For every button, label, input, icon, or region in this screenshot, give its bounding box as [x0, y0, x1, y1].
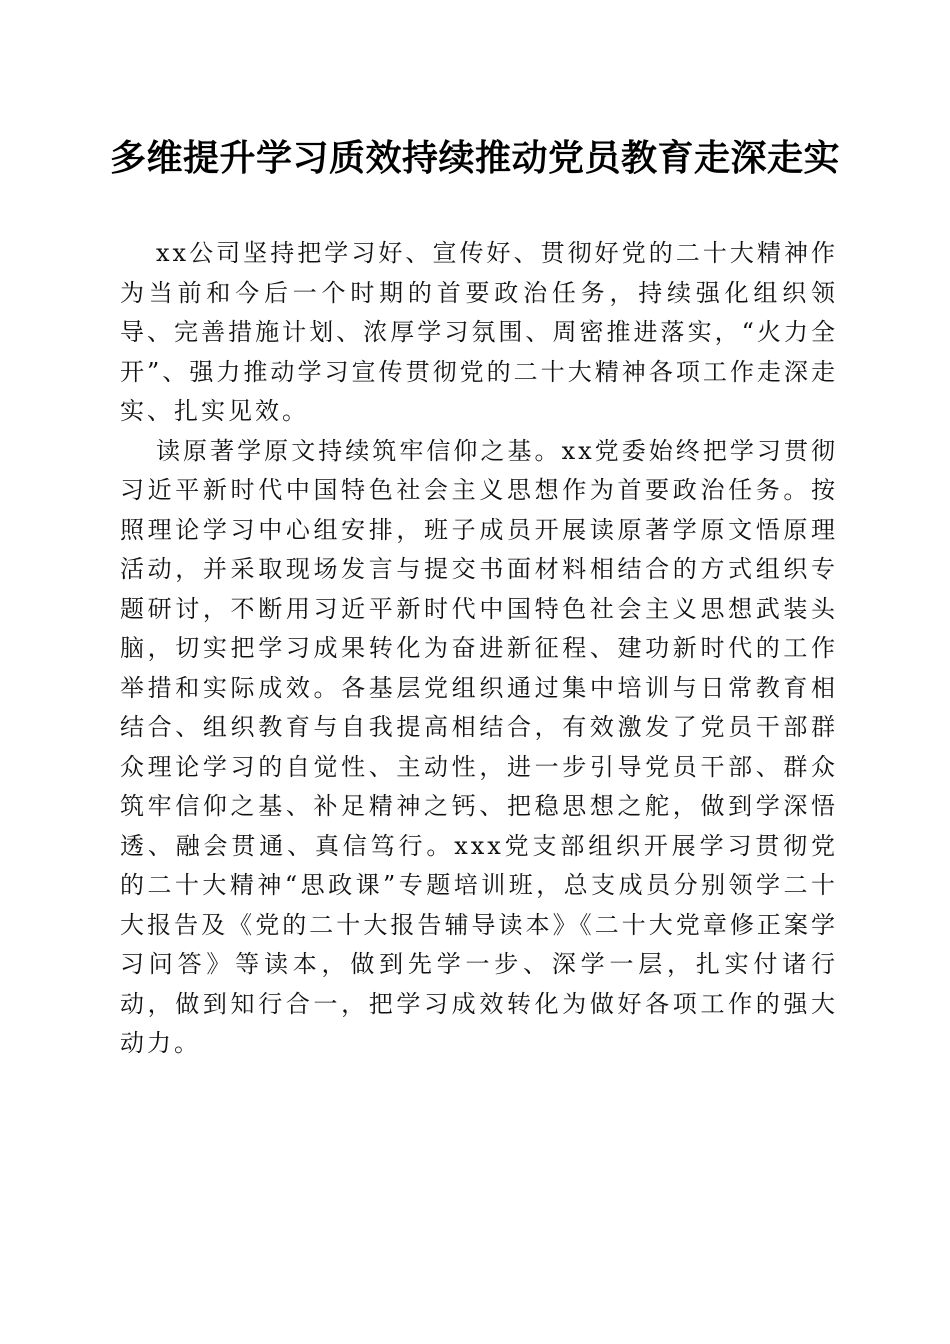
paragraph-intro: xx公司坚持把学习好、宣传好、贯彻好党的二十大精神作为当前和今后一个时期的首要政治任务，持续强化组织领导、完善措施计划、浓厚学习氛围、周密推进落实，“火力全开”、强力推动学习宣传贯彻党的二十大精神各项工作走深走实、扎实见效。 [120, 239, 838, 425]
document-body [120, 234, 838, 1064]
document-title: 多维提升学习质效持续推动党员教育走深走实 [109, 137, 840, 179]
paragraph-study-original: 读原著学原文持续筑牢信仰之基。xx党委始终把学习贯彻习近平新时代中国特色社会主义思想作为首要政治任务。按照理论学习中心组安排，班子成员开展读原著学原文悟原理活动，并采取现场发言与提交书面材料相结合的方式组织专题研讨，不断用习近平新时代中国特色社会主义思想武装头脑，切实把学习成果转化为奋进新征程、建功新时代的工作举措和实际成效。各基层党组织通过集中培训与日常教育相结合、组织教育与自我提高相结合，有效激发了党员干部群众理论学习的自觉性、主动性，进一步引导党员干部、群众筑牢信仰之基、补足精神之钙、把稳思想之舵，做到学深悟透、融会贯通、真信笃行。xxx党支部组织开展学习贯彻党的二十大精神“思政课”专题培训班，总支成员分别领学二十大报告及《党的二十大报告辅导读本》《二十大党章修正案学习问答》等读本，做到先学一步、深学一层，扎实付诸行动，做到知行合一，把学习成效转化为做好各项工作的强大动力。 [120, 436, 838, 1057]
